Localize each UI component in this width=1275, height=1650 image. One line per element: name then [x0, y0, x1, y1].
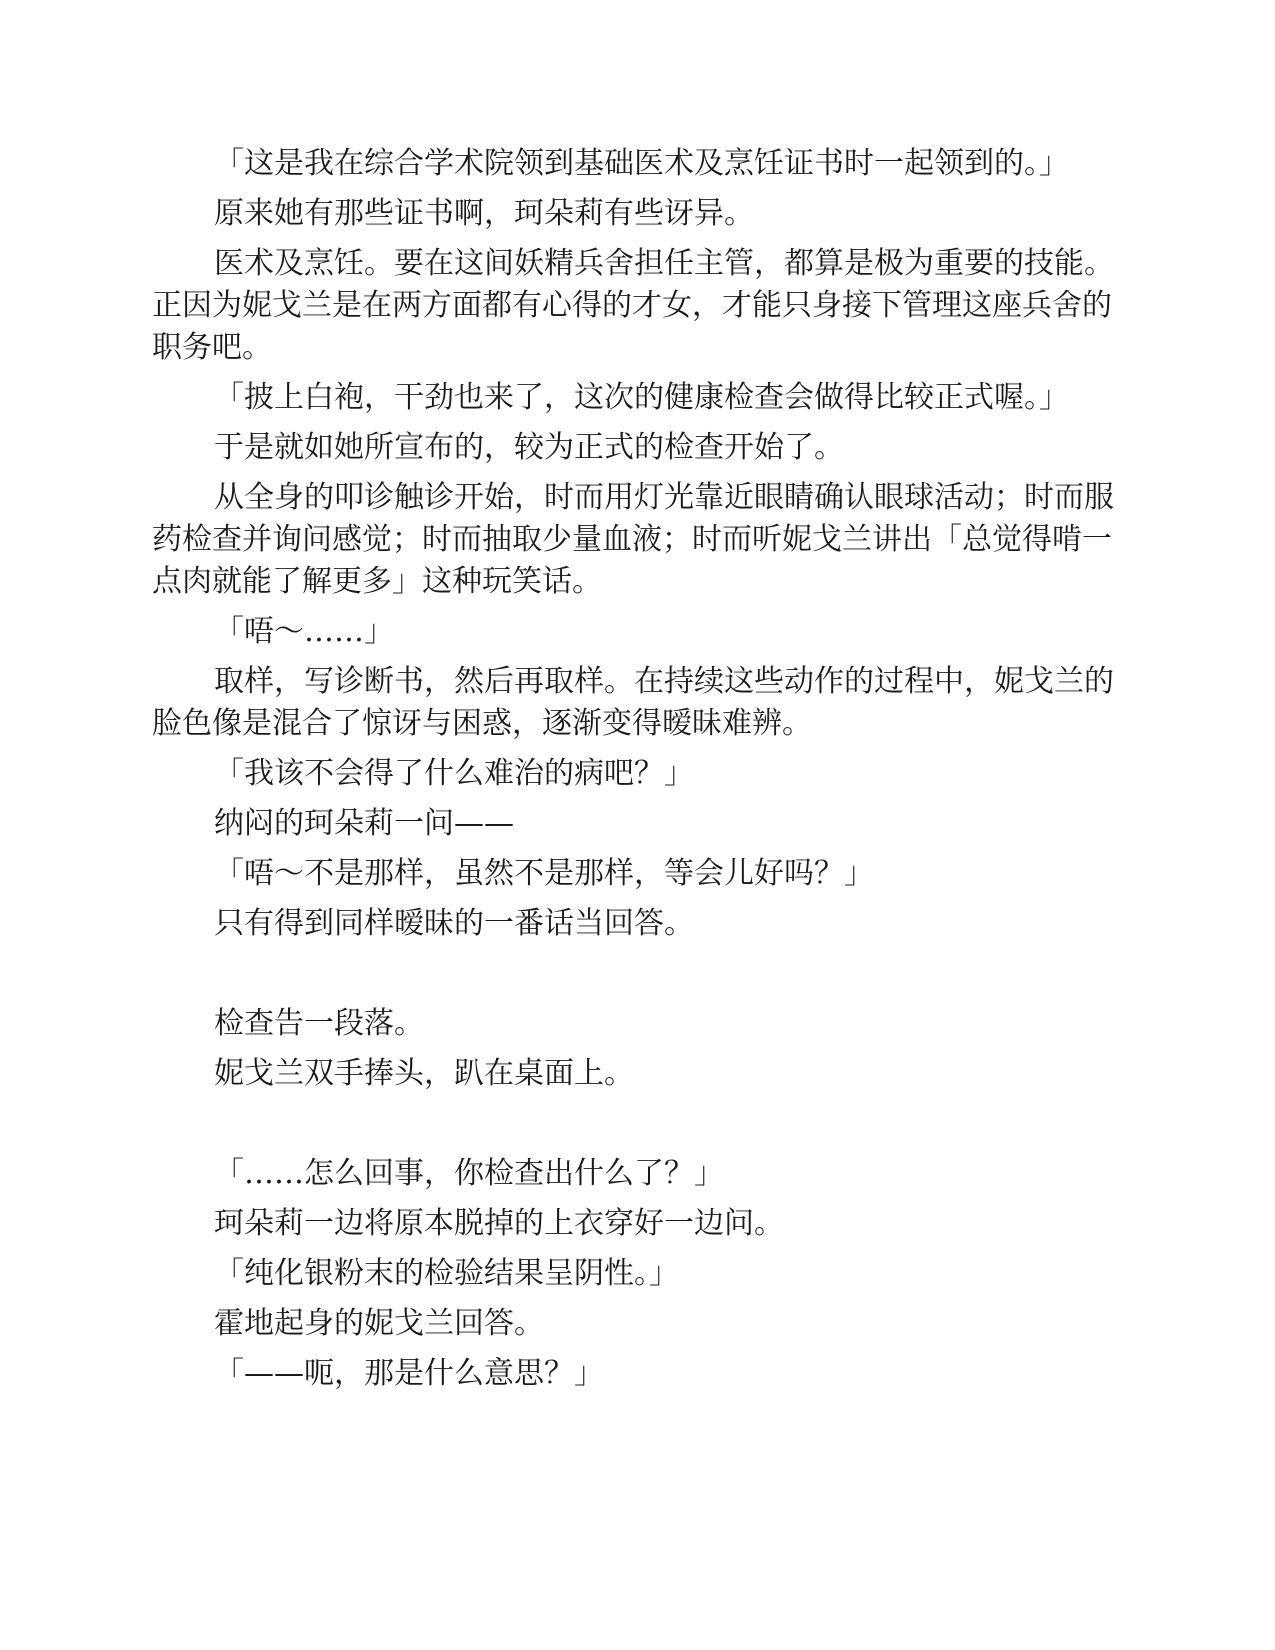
body-text — [152, 143, 1120, 1403]
paragraph: 检查告一段落。 — [214, 1006, 424, 1041]
scene-break — [152, 953, 1120, 1003]
paragraph: 妮戈兰双手捧头，趴在桌面上。 — [214, 1056, 634, 1091]
paragraph: 霍地起身的妮戈兰回答。 — [214, 1306, 544, 1341]
paragraph: 取样，写诊断书，然后再取样。在持续这些动作的过程中，妮戈兰的脸色像是混合了惊讶与困惑，逐渐变得暧昧难辨。 — [152, 664, 1114, 741]
paragraph: 「纯化银粉末的检验结果呈阴性。」 — [214, 1256, 679, 1291]
paragraph: 「唔～……」 — [214, 614, 394, 649]
paragraph: 「……怎么回事，你检查出什么了？」 — [214, 1156, 724, 1191]
paragraph: 「披上白袍，干劲也来了，这次的健康检查会做得比较正式喔。」 — [214, 380, 1069, 415]
paragraph: 「这是我在综合学术院领到基础医术及烹饪证书时一起领到的。」 — [214, 146, 1069, 181]
scene-break — [152, 1103, 1120, 1153]
paragraph: 只有得到同样暧昧的一番话当回答。 — [214, 906, 694, 941]
paragraph: 「我该不会得了什么难治的病吧？」 — [214, 756, 694, 791]
paragraph: 「唔～不是那样，虽然不是那样，等会儿好吗？」 — [214, 856, 874, 891]
paragraph: 珂朵莉一边将原本脱掉的上衣穿好一边问。 — [214, 1206, 784, 1241]
paragraph: 纳闷的珂朵莉一问—— — [214, 806, 514, 841]
paragraph: 从全身的叩诊触诊开始，时而用灯光靠近眼睛确认眼球活动；时而服药检查并询问感觉；时而抽取少量血液；时而听妮戈兰讲出「总觉得啃一点肉就能了解更多」这种玩笑话。 — [152, 480, 1114, 599]
paragraph: 原来她有那些证书啊，珂朵莉有些讶异。 — [214, 196, 754, 231]
paragraph: 于是就如她所宣布的，较为正式的检查开始了。 — [214, 430, 844, 465]
paragraph: 医术及烹饪。要在这间妖精兵舍担任主管，都算是极为重要的技能。正因为妮戈兰是在两方面都有心得的才女，才能只身接下管理这座兵舍的职务吧。 — [152, 246, 1114, 365]
paragraph: 「——呃，那是什么意思？」 — [214, 1356, 604, 1391]
